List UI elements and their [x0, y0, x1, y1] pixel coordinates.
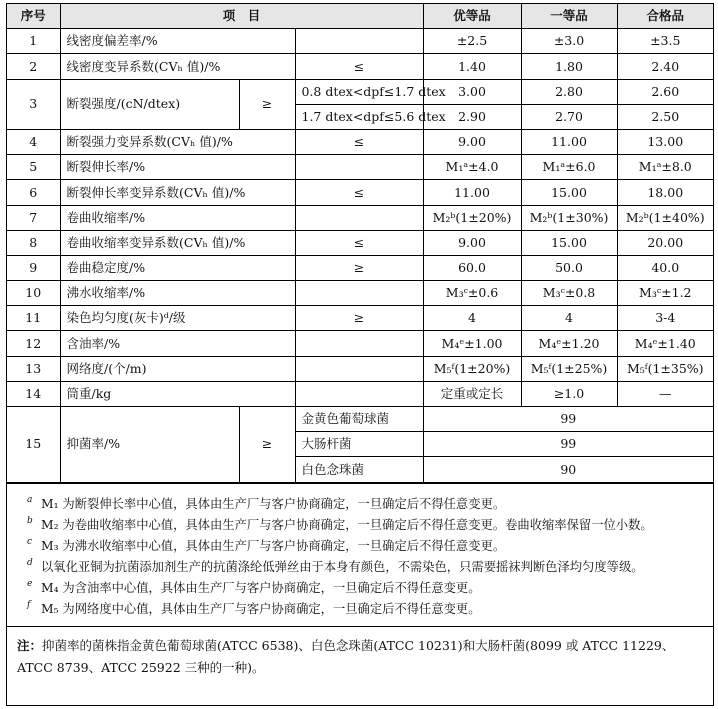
item-name: 断裂伸长率变异系数(CVₕ 值)/%	[60, 180, 295, 205]
limit-symbol: ≤	[295, 230, 423, 255]
remark-label: 注：	[17, 637, 43, 653]
item-name: 沸水收缩率/%	[60, 281, 295, 306]
spec-table-frame	[6, 3, 714, 706]
footnote-item	[29, 494, 703, 515]
remark	[7, 626, 713, 683]
value-first: 15.00	[521, 230, 617, 255]
row-number: 8	[7, 230, 60, 255]
header-row	[7, 4, 713, 29]
item-name: 网络度/(个/m)	[60, 356, 295, 381]
limit-symbol	[295, 205, 423, 230]
row-number: 14	[7, 381, 60, 406]
row-number: 10	[7, 281, 60, 306]
value-superior: ±2.5	[423, 29, 521, 54]
value-all-grades: 99	[423, 432, 713, 457]
value-first: M₁ᵃ±6.0	[521, 155, 617, 180]
row-number: 11	[7, 306, 60, 331]
value-superior: M₃ᶜ±0.6	[423, 281, 521, 306]
table-row	[7, 29, 713, 54]
row-number: 5	[7, 155, 60, 180]
limit-symbol: ≥	[295, 306, 423, 331]
remark-text: 抑菌率的菌株指金黄色葡萄球菌(ATCC 6538)、白色念珠菌(ATCC 10231)和大肠杆菌(8099 或 ATCC 11229、ATCC 8739、ATCC 25922 三种的一种)。	[17, 637, 675, 675]
value-all-grades: 99	[423, 407, 713, 432]
value-qualified: 20.00	[617, 230, 713, 255]
limit-symbol	[295, 281, 423, 306]
value-qualified: 13.00	[617, 129, 713, 154]
item-name: 卷曲收缩率/%	[60, 205, 295, 230]
value-superior: 3.00	[423, 79, 521, 104]
footnote-text: M₁ 为断裂伸长率中心值，具体由生产厂与客户协商确定，一旦确定后不得任意变更。	[41, 496, 506, 511]
value-first: 15.00	[521, 180, 617, 205]
footnote-text: M₂ 为卷曲收缩率中心值，具体由生产厂与客户协商确定，一旦确定后不得任意变更。卷曲收缩率保留一位小数。	[41, 517, 653, 532]
footnote-item	[29, 578, 703, 599]
table-row	[7, 230, 713, 255]
value-superior: 9.00	[423, 129, 521, 154]
table-row	[7, 155, 713, 180]
row-number: 13	[7, 356, 60, 381]
row-number: 1	[7, 29, 60, 54]
item-name: 断裂强力变异系数(CVₕ 值)/%	[60, 129, 295, 154]
value-superior: 60.0	[423, 255, 521, 280]
value-superior: M₄ᵉ±1.00	[423, 331, 521, 356]
limit-symbol: ≥	[295, 255, 423, 280]
value-qualified: M₁ᵃ±8.0	[617, 155, 713, 180]
item-name: 断裂伸长率/%	[60, 155, 295, 180]
row-number: 12	[7, 331, 60, 356]
value-superior: 11.00	[423, 180, 521, 205]
value-superior: M₁ᵃ±4.0	[423, 155, 521, 180]
value-first: 50.0	[521, 255, 617, 280]
limit-symbol	[295, 356, 423, 381]
footnote-item	[29, 557, 703, 578]
row-number: 6	[7, 180, 60, 205]
row-number: 3	[7, 79, 60, 129]
value-first: M₃ᶜ±0.8	[521, 281, 617, 306]
footnote-mark: f	[27, 599, 31, 610]
value-first: M₂ᵇ(1±30%)	[521, 205, 617, 230]
value-first: ±3.0	[521, 29, 617, 54]
footnote-item	[29, 515, 703, 536]
table-row	[7, 407, 713, 432]
footnote-mark: e	[27, 578, 33, 589]
value-qualified: 40.0	[617, 255, 713, 280]
header-qualified: 合格品	[617, 4, 713, 29]
value-qualified: 2.40	[617, 54, 713, 79]
footnote-mark: d	[27, 557, 33, 568]
item-name: 线密度变异系数(CVₕ 值)/%	[60, 54, 295, 79]
value-first: 2.70	[521, 104, 617, 129]
limit-symbol: ≤	[295, 54, 423, 79]
value-superior: 1.40	[423, 54, 521, 79]
value-first: M₄ᵉ±1.20	[521, 331, 617, 356]
value-qualified: 2.50	[617, 104, 713, 129]
value-qualified: —	[617, 381, 713, 406]
value-qualified: M₄ᵉ±1.40	[617, 331, 713, 356]
value-qualified: M₂ᵇ(1±40%)	[617, 205, 713, 230]
table-row	[7, 306, 713, 331]
row-number: 7	[7, 205, 60, 230]
footnote-text: 以氧化亚铜为抗菌添加剂生产的抗菌涤纶低弹丝由于本身有颜色，不需染色，只需要摇袜判断色泽均匀度等级。	[41, 559, 644, 574]
table-row	[7, 180, 713, 205]
item-name: 线密度偏差率/%	[60, 29, 295, 54]
limit-symbol	[295, 381, 423, 406]
value-first: 4	[521, 306, 617, 331]
item-name: 染色均匀度(灰卡)ᵈ/级	[60, 306, 295, 331]
value-qualified: 18.00	[617, 180, 713, 205]
value-first: ≥1.0	[521, 381, 617, 406]
row-number: 15	[7, 407, 60, 483]
value-superior: 9.00	[423, 230, 521, 255]
value-qualified: 3-4	[617, 306, 713, 331]
row-number: 4	[7, 129, 60, 154]
table-row	[7, 79, 713, 104]
table-body	[7, 29, 713, 482]
value-superior: M₂ᵇ(1±20%)	[423, 205, 521, 230]
table-row	[7, 205, 713, 230]
value-qualified: ±3.5	[617, 29, 713, 54]
item-name: 卷曲稳定度/%	[60, 255, 295, 280]
sub-condition: 大肠杆菌	[295, 432, 423, 457]
item-name: 断裂强度/(cN/dtex)	[60, 79, 239, 129]
value-first: 11.00	[521, 129, 617, 154]
footnote-mark: a	[27, 494, 33, 505]
limit-symbol: ≥	[239, 79, 295, 129]
footnote-mark: b	[27, 515, 33, 526]
footnotes	[7, 483, 713, 626]
footnote-text: M₄ 为含油率中心值，具体由生产厂与客户协商确定，一旦确定后不得任意变更。	[41, 580, 481, 595]
item-name: 卷曲收缩率变异系数(CVₕ 值)/%	[60, 230, 295, 255]
limit-symbol	[295, 331, 423, 356]
header-seq: 序号	[7, 4, 60, 29]
table-row	[7, 129, 713, 154]
value-superior: M₅ᶠ(1±20%)	[423, 356, 521, 381]
footnote-text: M₅ 为网络度中心值，具体由生产厂与客户协商确定，一旦确定后不得任意变更。	[41, 601, 481, 616]
value-superior: 2.90	[423, 104, 521, 129]
table-row	[7, 54, 713, 79]
header-first: 一等品	[521, 4, 617, 29]
footnote-item	[29, 599, 703, 620]
limit-symbol	[295, 29, 423, 54]
value-first: 1.80	[521, 54, 617, 79]
value-superior: 定重或定长	[423, 381, 521, 406]
item-name: 抑菌率/%	[60, 407, 239, 483]
item-name: 筒重/kg	[60, 381, 295, 406]
table-row	[7, 356, 713, 381]
table-row	[7, 381, 713, 406]
limit-symbol: ≤	[295, 180, 423, 205]
header-item: 项 目	[60, 4, 423, 29]
row-number: 9	[7, 255, 60, 280]
limit-symbol: ≤	[295, 129, 423, 154]
value-qualified: M₃ᶜ±1.2	[617, 281, 713, 306]
value-qualified: 2.60	[617, 79, 713, 104]
limit-symbol: ≥	[239, 407, 295, 483]
table-row	[7, 255, 713, 280]
sub-condition: 0.8 dtex<dpf≤1.7 dtex	[295, 79, 423, 104]
value-all-grades: 90	[423, 457, 713, 482]
sub-condition: 金黄色葡萄球菌	[295, 407, 423, 432]
item-name: 含油率/%	[60, 331, 295, 356]
table-row	[7, 331, 713, 356]
footnote-item	[29, 536, 703, 557]
row-number: 2	[7, 54, 60, 79]
value-first: M₅ᶠ(1±25%)	[521, 356, 617, 381]
footnote-text: M₃ 为沸水收缩率中心值，具体由生产厂与客户协商确定，一旦确定后不得任意变更。	[41, 538, 506, 553]
value-superior: 4	[423, 306, 521, 331]
sub-condition: 1.7 dtex<dpf≤5.6 dtex	[295, 104, 423, 129]
table-row	[7, 281, 713, 306]
limit-symbol	[295, 155, 423, 180]
value-qualified: M₅ᶠ(1±35%)	[617, 356, 713, 381]
header-superior: 优等品	[423, 4, 521, 29]
value-first: 2.80	[521, 79, 617, 104]
spec-table	[7, 4, 713, 483]
footnote-mark: c	[27, 536, 33, 547]
sub-condition: 白色念珠菌	[295, 457, 423, 482]
